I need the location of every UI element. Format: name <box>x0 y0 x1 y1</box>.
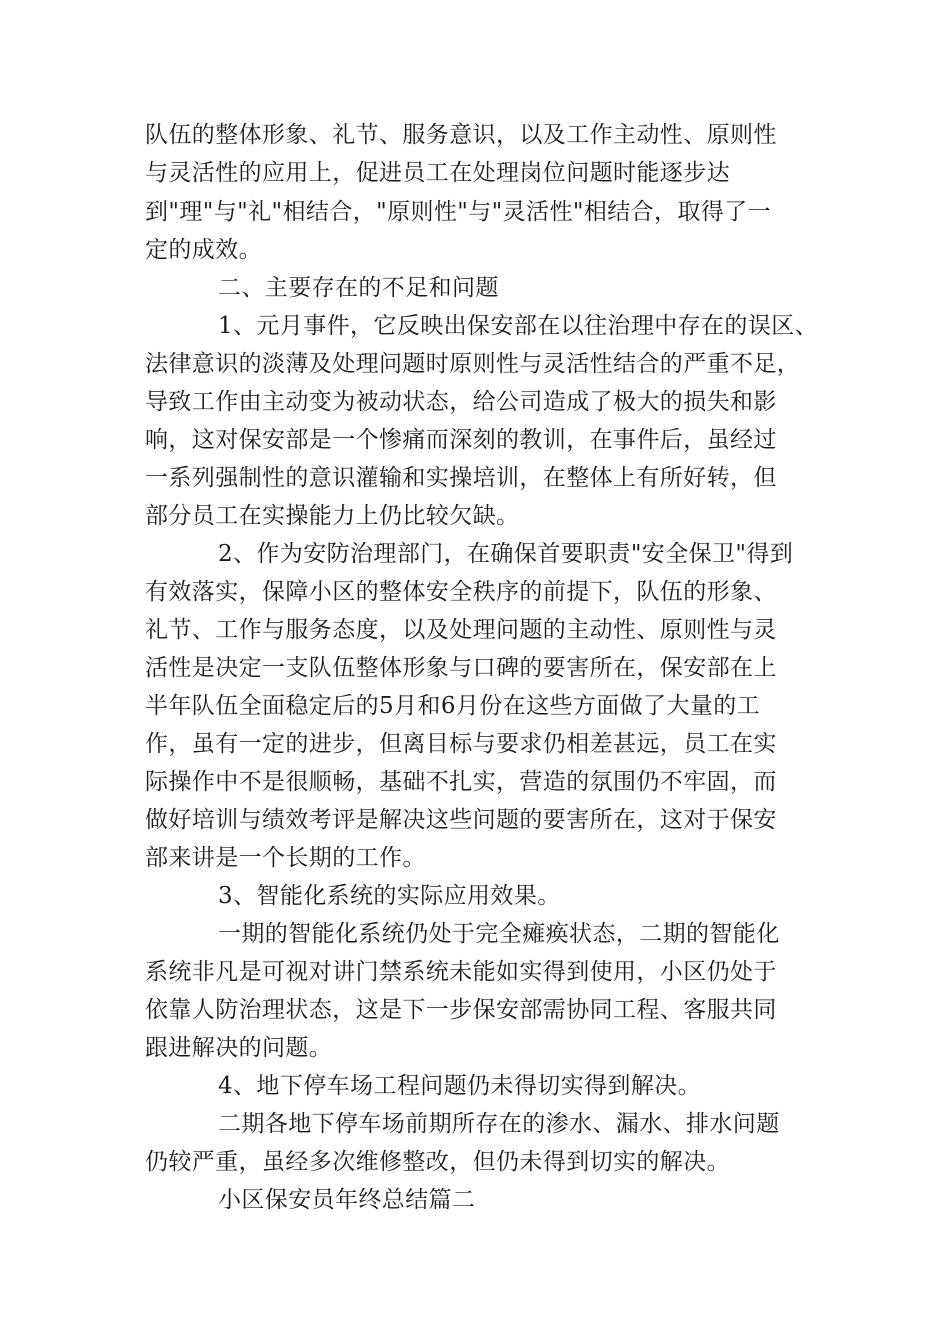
text-line: 礼节、工作与服务态度，以及处理问题的主动性、原则性与灵 <box>145 617 777 643</box>
text-line: 二期各地下停车场前期所存在的渗水、漏水、排水问题 <box>218 1111 780 1137</box>
text-line: 部分员工在实操能力上仍比较欠缺。 <box>145 503 520 529</box>
text-line: 系统非凡是可视对讲门禁系统未能如实得到使用，小区仍处于 <box>145 959 777 985</box>
text-line: 作，虽有一定的进步，但离目标与要求仍相差甚远，员工在实 <box>145 731 777 757</box>
text-line: 一系列强制性的意识灌输和实操培训，在整体上有所好转，但 <box>145 465 777 491</box>
text-line: 半年队伍全面稳定后的5月和6月份在这些方面做了大量的工 <box>145 693 761 719</box>
text-line: 定的成效。 <box>145 237 262 263</box>
text-line: 仍较严重，虽经多次维修整改，但仍未得到切实的解决。 <box>145 1149 730 1175</box>
text-line: 依靠人防治理状态，这是下一步保安部需协同工程、客服共同 <box>145 997 777 1023</box>
text-line: 导致工作由主动变为被动状态，给公司造成了极大的损失和影 <box>145 389 777 415</box>
text-line: 有效落实，保障小区的整体安全秩序的前提下，队伍的形象、 <box>145 579 777 605</box>
text-line: 做好培训与绩效考评是解决这些问题的要害所在，这对于保安 <box>145 807 777 833</box>
text-line: 法律意识的淡薄及处理问题时原则性与灵活性结合的严重不足， <box>145 351 801 377</box>
text-line: 1、元月事件，它反映出保安部在以往治理中存在的误区、 <box>218 313 819 339</box>
text-line: 际操作中不是很顺畅，基础不扎实，营造的氛围仍不牢固，而 <box>145 769 777 795</box>
section-title: 小区保安员年终总结篇二 <box>218 1187 476 1213</box>
section-heading: 3、智能化系统的实际应用效果。 <box>218 883 561 909</box>
text-line: 2、作为安防治理部门，在确保首要职责"安全保卫"得到 <box>218 541 794 567</box>
text-line: 到"理"与"礼"相结合，"原则性"与"灵活性"相结合，取得了一 <box>145 199 772 225</box>
text-line: 队伍的整体形象、礼节、服务意识，以及工作主动性、原则性 <box>145 122 777 148</box>
text-line: 响，这对保安部是一个惨痛而深刻的教训，在事件后，虽经过 <box>145 427 777 453</box>
text-line: 部来讲是一个长期的工作。 <box>145 845 426 871</box>
section-heading: 4、地下停车场工程问题仍未得切实得到解决。 <box>218 1073 702 1099</box>
section-heading: 二、主要存在的不足和问题 <box>218 275 499 301</box>
text-line: 与灵活性的应用上，促进员工在处理岗位问题时能逐步达 <box>145 160 730 186</box>
text-line: 一期的智能化系统仍处于完全瘫痪状态，二期的智能化 <box>218 921 780 947</box>
text-line: 活性是决定一支队伍整体形象与口碑的要害所在，保安部在上 <box>145 655 777 681</box>
text-line: 跟进解决的问题。 <box>145 1035 333 1061</box>
